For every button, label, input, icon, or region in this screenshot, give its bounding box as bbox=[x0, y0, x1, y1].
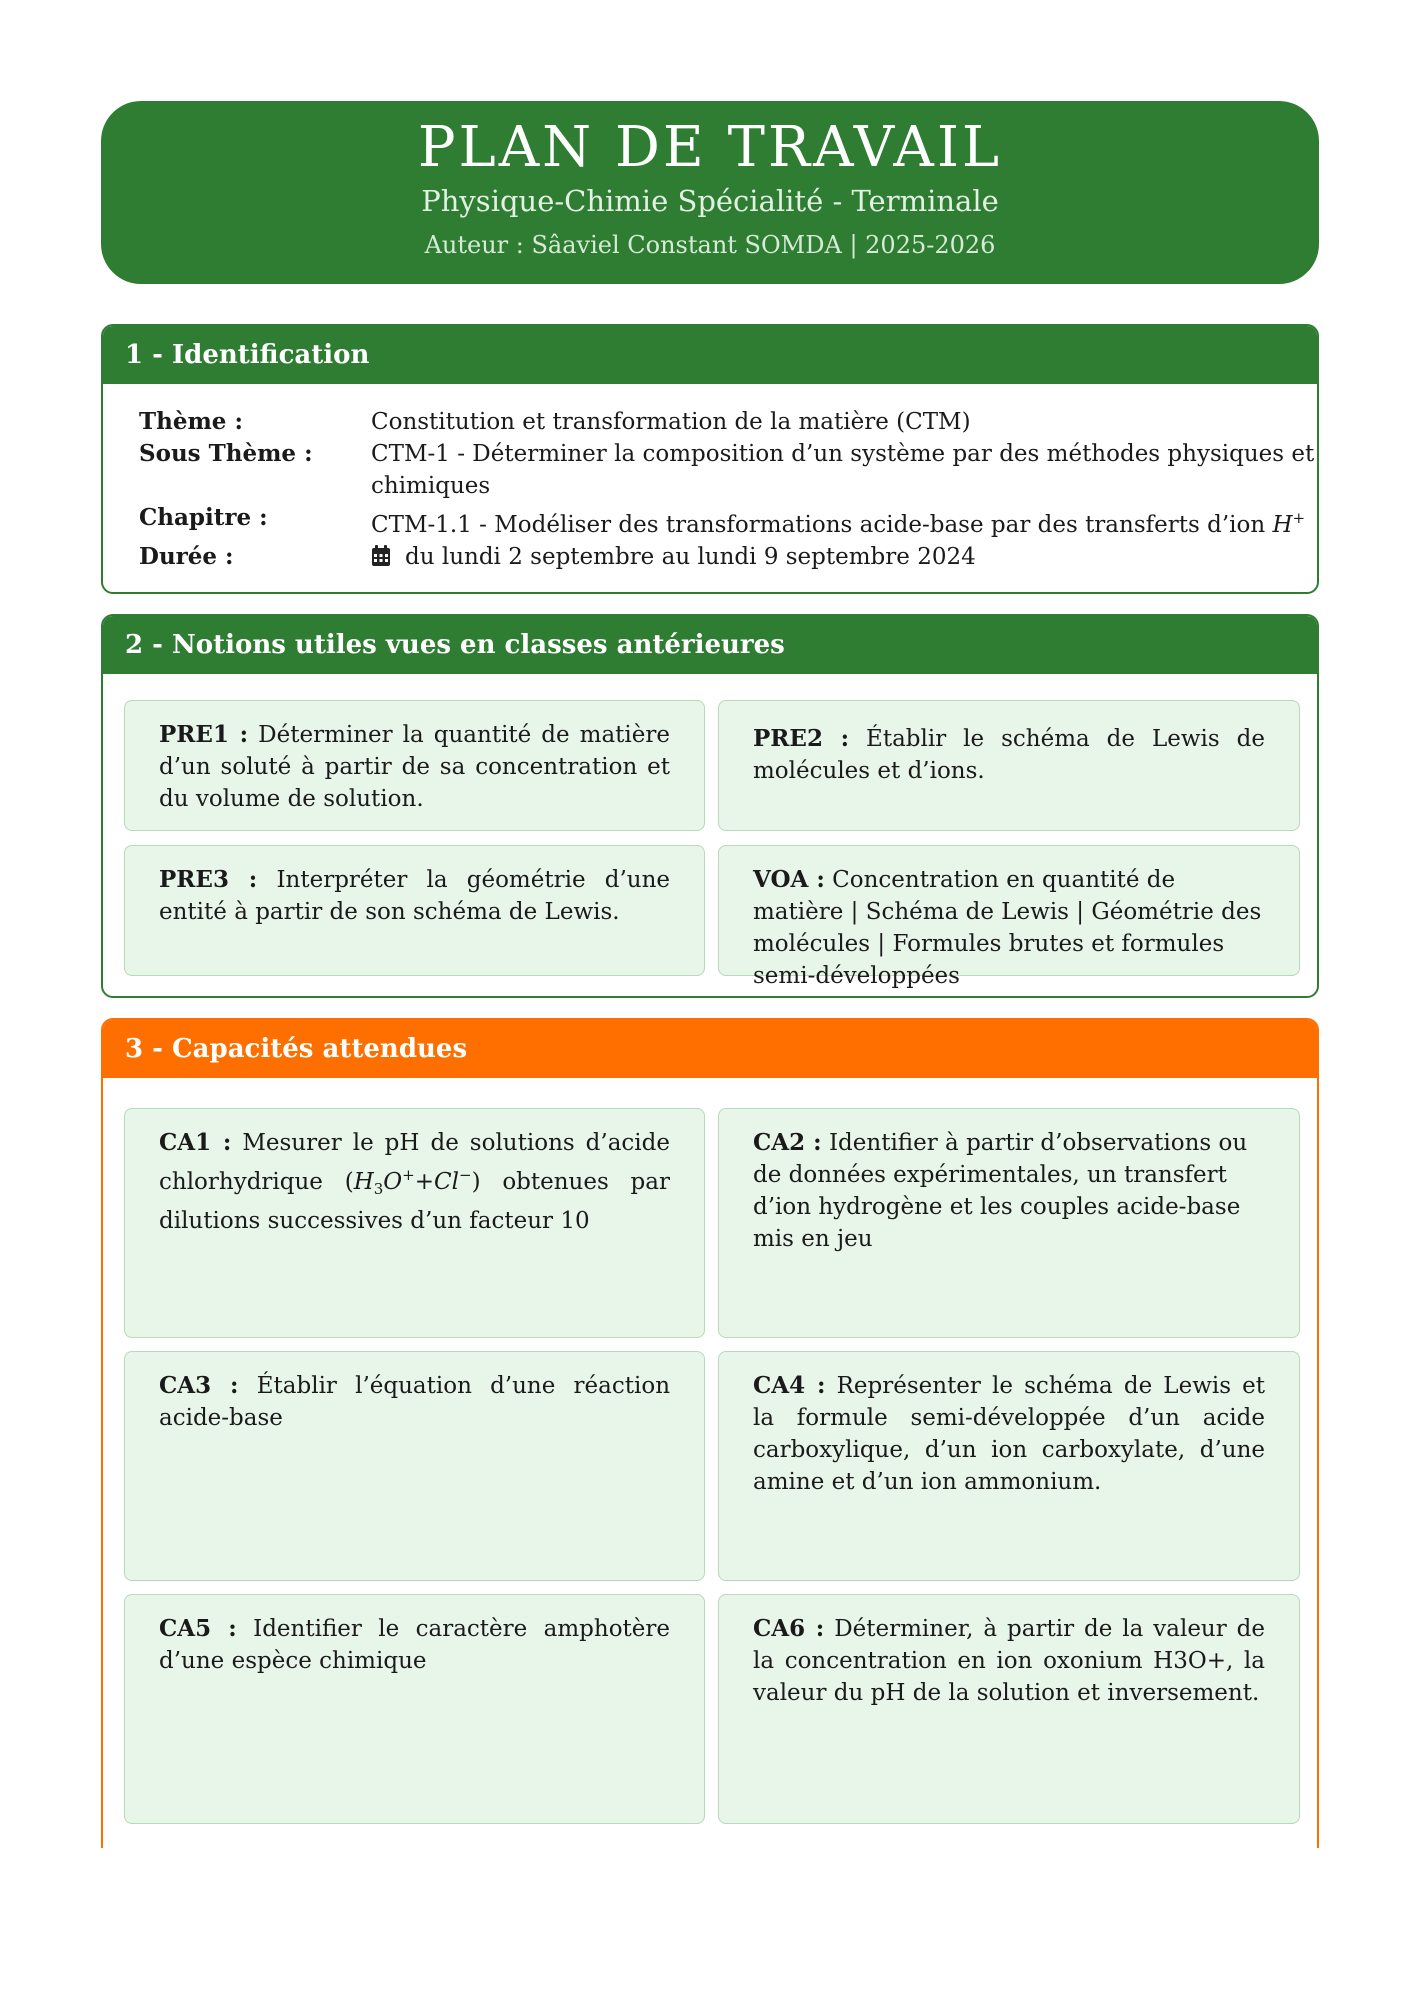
capacite-card-ca6 bbox=[718, 1594, 1300, 1824]
theme-row bbox=[139, 406, 1317, 438]
card-text: Déterminer, à partir de la valeur de la concentration en ion oxonium H3O+, la valeur du pH de la solution et inversement. bbox=[753, 1616, 1266, 1706]
capacite-card-ca4 bbox=[718, 1351, 1300, 1581]
card-text: Identifier à partir d’observations ou de données expérimentales, un transfert d’ion hydrogène et les couples acide-base mis en jeu bbox=[753, 1130, 1248, 1252]
calendar-icon bbox=[371, 544, 391, 576]
card-code: PRE1 : bbox=[159, 721, 249, 748]
row-label: Sous Thème : bbox=[139, 440, 313, 467]
card-text: Représenter le schéma de Lewis et la formule semi-développée d’un acide carboxylique, d’un ion carboxylate, d’une amine et d’un ion ammonium. bbox=[753, 1373, 1266, 1495]
notion-card-pre1 bbox=[124, 700, 705, 831]
card-text: Mesurer le pH de solutions d’acide chlorhydrique ( bbox=[159, 1130, 670, 1195]
ion-symbol: H bbox=[1272, 512, 1293, 538]
capacite-card-ca2 bbox=[718, 1108, 1300, 1338]
formula-plus: + bbox=[402, 1166, 415, 1184]
card-code: PRE2 : bbox=[753, 725, 850, 752]
card-code: CA1 : bbox=[159, 1129, 232, 1156]
page-header bbox=[101, 101, 1319, 284]
card-text: Identifier le caractère amphotère d’une espèce chimique bbox=[159, 1616, 671, 1674]
row-label: Durée : bbox=[139, 543, 234, 570]
row-value bbox=[371, 502, 1317, 541]
notion-card-pre3 bbox=[124, 845, 705, 976]
identification-section bbox=[101, 324, 1319, 594]
notions-heading: 2 - Notions utiles vues en classes antérieures bbox=[103, 616, 1317, 674]
card-text: Déterminer la quantité de matière d’un soluté à partir de sa concentration et du volume de solution. bbox=[159, 722, 670, 812]
formula-o: O bbox=[383, 1169, 403, 1195]
capacite-card-ca5 bbox=[124, 1594, 705, 1824]
card-code: CA5 : bbox=[159, 1615, 237, 1642]
row-label: Chapitre : bbox=[139, 504, 268, 531]
chapitre-text: CTM-1.1 - Modéliser des transformations acide-base par des transferts d’ion bbox=[371, 512, 1273, 538]
author-line: Auteur : Sâaviel Constant SOMDA | 2025-2026 bbox=[424, 231, 996, 259]
notion-card-voa bbox=[718, 845, 1300, 989]
card-code: CA4 : bbox=[753, 1372, 826, 1399]
sous-theme-row bbox=[139, 438, 1317, 502]
duree-text: du lundi 2 septembre au lundi 9 septembre 2024 bbox=[405, 544, 976, 570]
formula-3: 3 bbox=[373, 1180, 384, 1198]
capacite-card-ca3 bbox=[124, 1351, 705, 1581]
identification-heading: 1 - Identification bbox=[103, 326, 1317, 384]
page-title: PLAN DE TRAVAIL bbox=[417, 115, 1003, 180]
card-text: Interpréter la géométrie d’une entité à partir de son schéma de Lewis. bbox=[159, 867, 670, 925]
formula-h: H bbox=[353, 1169, 374, 1195]
page-subtitle: Physique-Chimie Spécialité - Terminale bbox=[421, 184, 999, 218]
card-text: Établir le schéma de Lewis de molécules et d’ions. bbox=[753, 726, 1265, 784]
chapitre-row bbox=[139, 502, 1317, 541]
card-code: CA6 : bbox=[753, 1615, 825, 1642]
ion-charge: + bbox=[1292, 509, 1306, 527]
row-value: Constitution et transformation de la matière (CTM) bbox=[371, 409, 971, 435]
capacites-heading: 3 - Capacités attendues bbox=[103, 1020, 1317, 1078]
card-code: CA2 : bbox=[753, 1129, 822, 1156]
card-code: PRE3 : bbox=[159, 866, 258, 893]
card-code: VOA : bbox=[753, 866, 825, 893]
card-text: Établir l’équation d’une réaction acide-base bbox=[159, 1373, 671, 1431]
formula-join: + bbox=[414, 1169, 435, 1195]
row-label: Thème : bbox=[139, 408, 243, 435]
row-value bbox=[371, 541, 1317, 576]
formula-minus: − bbox=[458, 1166, 472, 1184]
card-code: CA3 : bbox=[159, 1372, 239, 1399]
notion-card-pre2 bbox=[718, 700, 1300, 831]
identification-table bbox=[139, 406, 1317, 576]
formula-cl: Cl bbox=[434, 1169, 459, 1195]
row-value: CTM-1 - Déterminer la composition d’un système par des méthodes physiques et chimiques bbox=[371, 441, 1315, 499]
card-text: Concentration en quantité de matière | Schéma de Lewis | Géométrie des molécules | Formules brutes et formules semi-développées bbox=[753, 867, 1262, 989]
capacite-card-ca1 bbox=[124, 1108, 705, 1338]
duree-row bbox=[139, 541, 1317, 576]
card-text-after: ) obtenues par dilutions successives d’un facteur 10 bbox=[159, 1169, 670, 1234]
